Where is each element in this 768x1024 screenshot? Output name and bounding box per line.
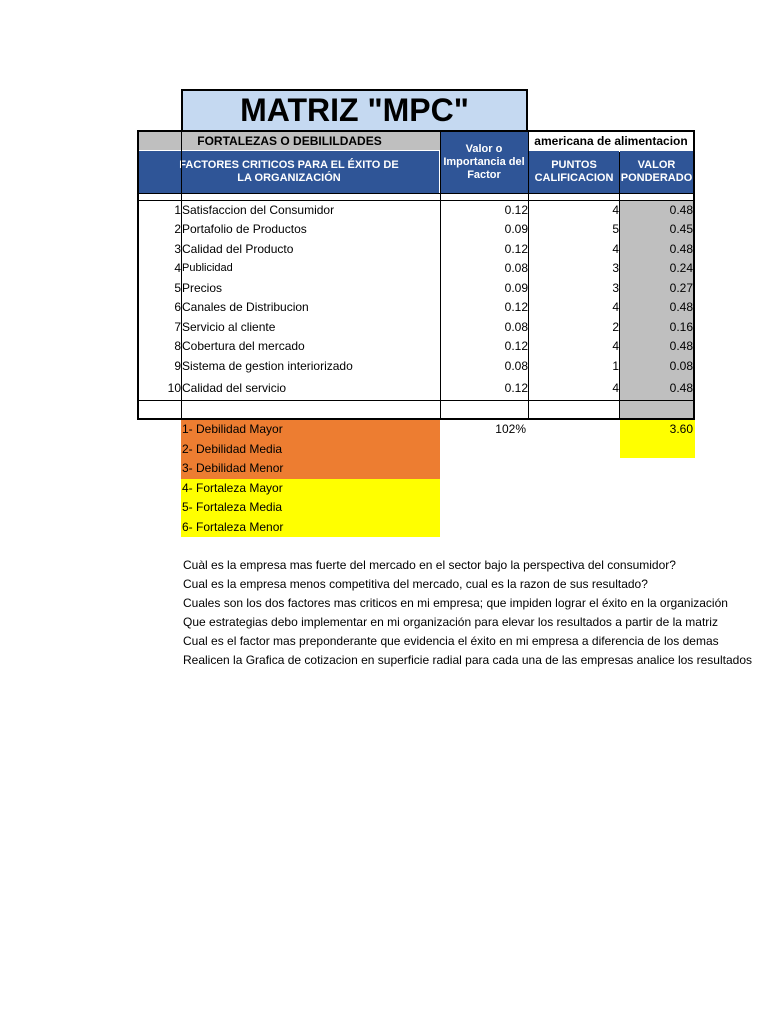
factor-name: Calidad del servicio: [182, 381, 287, 395]
factor-points: 5: [612, 222, 619, 237]
factor-weight: 0.09: [504, 222, 528, 237]
question-text: Cuàl es la empresa mas fuerte del mercado en el sector bajo la perspectiva del consumidor?: [183, 558, 676, 572]
factor-weighted-value: 0.08: [669, 358, 693, 373]
factor-weight: 0.12: [504, 241, 528, 256]
factor-weighted-value: 0.48: [669, 339, 693, 354]
table-row: [137, 278, 695, 298]
row-number: 2: [174, 222, 181, 237]
question-text: Que estrategias debo implementar en mi organización para elevar los resultados a partir de la matriz: [183, 615, 718, 629]
factor-points: 4: [612, 241, 619, 256]
factors-header: FACTORES CRITICOS PARA EL ÉXITO DE LA ORGANIZACIÓN: [139, 151, 439, 193]
factor-name: Cobertura del mercado: [182, 339, 305, 354]
factor-points: 4: [612, 300, 619, 315]
factor-points: 3: [612, 280, 619, 295]
table-row: [137, 298, 695, 318]
factor-weight: 0.08: [504, 319, 528, 334]
factor-name: Publicidad: [182, 262, 233, 275]
question-text: Cuales son los dos factores mas criticos en mi empresa; que impiden lograr el éxito en la organización: [183, 596, 728, 610]
factor-weighted-value: 0.45: [669, 222, 693, 237]
factor-weighted-value: 0.24: [669, 261, 693, 276]
factor-weight: 0.08: [504, 358, 528, 373]
page-title: MATRIZ "MPC": [181, 89, 528, 130]
factor-points: 4: [612, 381, 619, 395]
factor-weighted-value: 0.27: [669, 280, 693, 295]
legend-item: 3- Debilidad Menor: [181, 459, 440, 479]
table-row: [137, 337, 695, 357]
factor-weight: 0.08: [504, 261, 528, 276]
factor-weight: 0.12: [504, 339, 528, 354]
legend-item: 2- Debilidad Media: [181, 440, 440, 460]
factor-weight: 0.12: [504, 300, 528, 315]
factor-name: Calidad del Producto: [182, 241, 294, 256]
total-weight: 102%: [495, 422, 526, 436]
company-name-header: americana de alimentacion: [528, 130, 695, 150]
factor-weighted-value: 0.48: [669, 202, 693, 217]
factor-name: Servicio al cliente: [182, 319, 276, 334]
row-number: 5: [174, 280, 181, 295]
table-row: [137, 220, 695, 240]
weight-header: Valor o Importancia del Factor: [440, 132, 528, 193]
factor-name: Satisfaccion del Consumidor: [182, 202, 335, 217]
row-number: 7: [174, 319, 181, 334]
factor-name: Canales de Distribucion: [182, 300, 309, 315]
row-number: 10: [167, 381, 181, 395]
row-number: 1: [174, 202, 181, 217]
row-number: 8: [174, 339, 181, 354]
factor-weighted-value: 0.48: [669, 300, 693, 315]
factor-name: Precios: [182, 280, 223, 295]
row-number: 9: [174, 358, 181, 373]
question-text: Cual es el factor mas preponderante que evidencia el éxito en mi empresa a diferencia de los demas: [183, 634, 719, 648]
factor-points: 1: [612, 358, 619, 373]
total-weighted-value: 3.60: [620, 420, 695, 458]
factor-weighted-value: 0.48: [669, 241, 693, 256]
factor-points: 4: [612, 202, 619, 217]
table-row: [137, 376, 695, 400]
factor-name: Sistema de gestion interiorizado: [182, 358, 353, 373]
factor-points: 2: [612, 319, 619, 334]
points-header: PUNTOS CALIFICACION: [529, 151, 619, 193]
table-row: [137, 239, 695, 259]
legend-item: 6- Fortaleza Menor: [181, 518, 440, 538]
table-row: [137, 259, 695, 279]
table-row: [137, 200, 695, 220]
row-number: 3: [174, 241, 181, 256]
question-text: Realicen la Grafica de cotizacion en superficie radial para cada una de las empresas analice los resultados: [183, 653, 752, 667]
factor-weight: 0.12: [504, 381, 528, 395]
strengths-weaknesses-header: FORTALEZAS O DEBILILDADES: [137, 130, 440, 150]
factor-weight: 0.12: [504, 202, 528, 217]
row-number: 6: [174, 300, 181, 315]
row-number: 4: [174, 261, 181, 276]
factor-points: 4: [612, 339, 619, 354]
factor-weighted-value: 0.48: [669, 381, 693, 395]
weighted-value-header: VALOR PONDERADO: [620, 151, 693, 193]
legend-item: 4- Fortaleza Mayor: [181, 479, 440, 499]
table-row: [137, 317, 695, 337]
question-text: Cual es la empresa menos competitiva del mercado, cual es la razon de sus resultado?: [183, 577, 648, 591]
factor-weight: 0.09: [504, 280, 528, 295]
factor-points: 3: [612, 261, 619, 276]
factor-name: Portafolio de Productos: [182, 222, 307, 237]
factor-weighted-value: 0.16: [669, 319, 693, 334]
table-row: [137, 356, 695, 376]
legend-item: 5- Fortaleza Media: [181, 498, 440, 518]
legend-item: 1- Debilidad Mayor: [181, 420, 440, 440]
